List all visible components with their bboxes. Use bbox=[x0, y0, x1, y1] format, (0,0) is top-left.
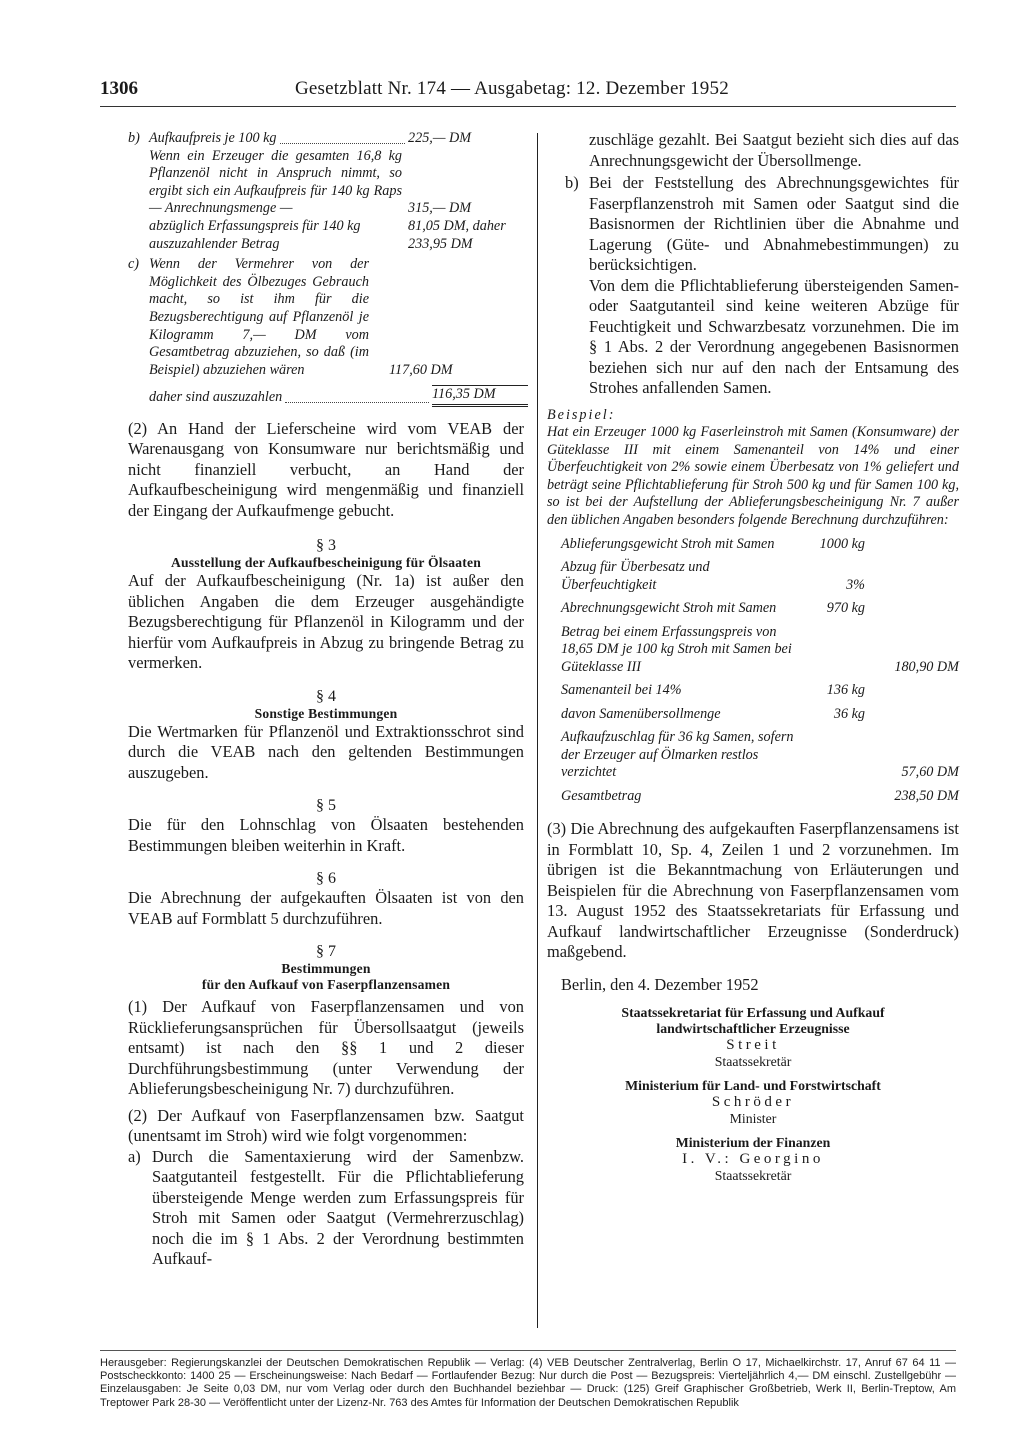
calc-amount: 36 kg bbox=[833, 705, 865, 722]
section-3-text: Auf der Aufkaufbescheinigung (Nr. 1a) ist außer den üblichen Angaben die dem Erzeuger ausgehändigte Bezugsberechtigung für Pflanzenöl in Kilogramm und der hierfür vom Aufkaufpreis in Abzug zu bringende Betrag zu vermerken. bbox=[128, 571, 524, 673]
section-7-para-2: (2) Der Aufkauf von Faserpflanzensamen bzw. Saatgut (unentsamt im Stroh) wird wie folgt vorgenommen: bbox=[128, 1105, 524, 1146]
signature-org: Ministerium für Land- und Forstwirtschaft bbox=[625, 1078, 881, 1094]
calc-sum: 180,90 DM bbox=[894, 658, 959, 675]
place-date: Berlin, den 4. Dezember 1952 bbox=[561, 974, 759, 994]
item-a-text: Durch die Samentaxierung wird der Samenbzw. Saatgutanteil festgestellt. Für die Pflichtablieferung übersteigende Menge werden zum Erfassungspreis für Stroh mit Samen oder Saatgut (Vermehrerzuschlag) noch die im § 1 Abs. 2 der Verordnung bestimmten Aufkauf- bbox=[152, 1146, 524, 1269]
section-7-number: § 7 bbox=[316, 943, 336, 961]
signature-name: Streit bbox=[726, 1037, 780, 1054]
column-divider bbox=[537, 133, 538, 1328]
calc-value: 225,— DM bbox=[408, 130, 472, 146]
calc-label: Betrag bei einem Erfassungspreis von 18,65 DM je 100 kg Stroh mit Samen bei Güteklasse III bbox=[561, 623, 792, 675]
item-b-marker: b) bbox=[128, 130, 140, 146]
example-heading: Beispiel: bbox=[547, 406, 616, 423]
calc-label: davon Samenübersollmenge bbox=[561, 705, 721, 722]
signature-role: Minister bbox=[729, 1111, 777, 1127]
signature-block-3 bbox=[547, 1135, 959, 1184]
calc-row bbox=[149, 218, 528, 236]
footer-rule bbox=[100, 1350, 956, 1351]
calc-value: 315,— DM bbox=[408, 200, 472, 217]
item-a-marker: a) bbox=[128, 1146, 141, 1166]
signature-block-2 bbox=[547, 1078, 959, 1127]
calc-row bbox=[561, 706, 959, 724]
section-4-number: § 4 bbox=[316, 687, 336, 705]
dot-leader bbox=[280, 143, 405, 144]
paragraph-2: (2) An Hand der Lieferscheine wird vom VEAB der Warenausgang von Konsumware nur berichtsmäßig und nicht finanziell verbucht, an Hand der Aufkaufbescheinigung wird mengenmäßig und finanziell der Eingang der Aufkaufmenge gebucht. bbox=[128, 418, 524, 520]
calc-row bbox=[149, 130, 528, 148]
section-6-number: § 6 bbox=[316, 870, 336, 888]
calc-sum: 238,50 DM bbox=[894, 787, 959, 804]
calc-row bbox=[149, 148, 528, 218]
calc-amount: 136 kg bbox=[826, 682, 865, 699]
signature-role: Staatssekretär bbox=[714, 1054, 792, 1070]
signature-org: Ministerium der Finanzen bbox=[675, 1135, 831, 1151]
item-b-text: Bei der Feststellung des Abrechnungsgewichtes für Faserpflanzenstroh mit Samen oder Saatgut sind die Basisnormen der Richtlinien über die Abnahme und Lagerung (Güte- und Abnahmebestimmungen) zu berücksichtigen. bbox=[589, 173, 959, 274]
calc-value: 233,95 DM bbox=[408, 235, 473, 252]
signature-block-1 bbox=[547, 1005, 959, 1070]
section-7-title: Bestimmungen bbox=[281, 961, 371, 977]
item-c-text: Wenn der Vermehrer von der Möglichkeit des Ölbezuges Gebrauch macht, so ist ihm für die Bezugsberechtigung auf Pflanzenöl je Kilogramm 7,— DM vom Gesamtbetrag abzuziehen, so daß (im Beispiel) abzuziehen wären bbox=[149, 256, 369, 378]
section-5-text: Die für den Lohnschlag von Ölsaaten bestehenden Bestimmungen bleiben weiterhin in Kraft. bbox=[128, 815, 524, 855]
paragraph-3: (3) Die Abrechnung des aufgekauften Faserpflanzensamens ist in Formblatt 10, Sp. 4, Zeilen 1 und 2 vorzunehmen. Im übrigen ist die Bekanntmachung von Erläuterungen und Beispielen für die Abrechnung von Faserpflanzensamen vom 13. August 1952 des Staatssekretariats für Erfassung und Aufkauf landwirtschaftlicher Erzeugnisse (Sonderdruck) maßgebend. bbox=[547, 819, 959, 962]
dot-leader bbox=[285, 402, 429, 403]
calc-label: Abzug für Überbesatz und Überfeuchtigkeit bbox=[561, 559, 710, 593]
calc-row bbox=[561, 600, 959, 618]
item-b-calculation bbox=[128, 130, 524, 253]
section-3-number: § 3 bbox=[316, 537, 336, 555]
section-4-title: Sonstige Bestimmungen bbox=[254, 705, 398, 721]
item-c-calculation bbox=[128, 256, 524, 407]
signature-org: Staatssekretariat für Erfassung und Aufkauf bbox=[621, 1005, 885, 1021]
page-number: 1306 bbox=[100, 78, 138, 99]
left-column bbox=[128, 130, 524, 1270]
section-4-text: Die Wertmarken für Pflanzenöl und Extraktionsschrot sind durch die VEAB nach den geltenden Bestimmungen auszugeben. bbox=[128, 721, 524, 782]
item-b-marker: b) bbox=[565, 173, 579, 192]
calc-row bbox=[561, 729, 959, 782]
right-column bbox=[547, 130, 959, 1184]
page-header bbox=[100, 78, 956, 104]
total-value: 116,35 DM bbox=[432, 385, 528, 407]
item-c-marker: c) bbox=[128, 256, 140, 273]
calc-label: auszuzahlender Betrag bbox=[149, 235, 280, 252]
signature-org: landwirtschaftlicher Erzeugnisse bbox=[656, 1021, 850, 1037]
calc-amount: 970 kg bbox=[826, 600, 865, 617]
calc-label: Samenanteil bei 14% bbox=[561, 682, 682, 699]
calc-label: Aufkaufzuschlag für 36 kg Samen, sofern der Erzeuger auf Ölmarken restlos verzichtet bbox=[561, 729, 794, 781]
signature-name: Schröder bbox=[711, 1094, 795, 1111]
calc-row bbox=[561, 624, 959, 677]
calc-label: Abrechnungsgewicht Stroh mit Samen bbox=[561, 600, 777, 617]
total-label: daher sind auszuzahlen bbox=[149, 389, 283, 406]
example-text: Hat ein Erzeuger 1000 kg Faserleinstroh mit Samen (Konsumware) der Güteklasse III mit einem Samenanteil von 14% und einer Überfeuchtigkeit von 2% sowie einem Überbesatz von 1% geliefert und beträgt seine Pflichtablieferung für Stroh 500 kg und für Samen 100 kg, so ist bei der Aufstellung der Ablieferungsbescheinigung Nr. 7 außer den üblichen Angaben besonders folgende Berechnung durchzuführen: bbox=[547, 424, 959, 529]
item-b bbox=[547, 173, 959, 276]
signature-role: Staatssekretär bbox=[714, 1168, 792, 1184]
calc-label: Wenn ein Erzeuger die gesamten 16,8 kg Pflanzenöl nicht in Anspruch nimmt, so ergibt sich ein Aufkaufpreis für 140 kg Raps — Anrechnungsmenge — bbox=[149, 147, 402, 217]
calc-row bbox=[561, 788, 959, 806]
calc-row bbox=[561, 559, 959, 594]
calc-label: abzüglich Erfassungspreis für 140 kg bbox=[149, 217, 361, 234]
calc-amount: 3% bbox=[846, 576, 865, 593]
example-calculation bbox=[547, 536, 959, 806]
section-5-number: § 5 bbox=[316, 797, 336, 815]
item-b-text-2: Von dem die Pflichtablieferung übersteigenden Samen- oder Saatgutanteil sind keine weiteren Abzüge für Feuchtigkeit und Schwarzbesatz vorzunehmen. Die im § 1 Abs. 2 der Verordnung angegebenen Basisnormen beziehen sich nur auf den nach der Entsamung des Strohes anfallenden Samen. bbox=[589, 275, 959, 397]
calc-sum: 57,60 DM bbox=[901, 764, 959, 781]
continuation-text: zuschläge gezahlt. Bei Saatgut bezieht sich dies auf das Anrechnungsgewicht der Übersollmenge. bbox=[589, 130, 959, 170]
calc-row bbox=[561, 682, 959, 700]
total-row bbox=[149, 385, 528, 407]
section-7-item-a bbox=[128, 1147, 524, 1270]
calc-label: Aufkaufpreis je 100 kg bbox=[149, 130, 277, 146]
header-rule bbox=[100, 106, 956, 107]
section-3-title: Ausstellung der Aufkaufbescheinigung für Ölsaaten bbox=[171, 555, 481, 571]
header-title: Gesetzblatt Nr. 174 — Ausgabetag: 12. Dezember 1952 bbox=[295, 78, 729, 99]
publisher-footer: Herausgeber: Regierungskanzlei der Deutschen Demokratischen Republik — Verlag: (4) VEB Deutscher Zentralverlag, Berlin O 17, Michaelkirchstr. 17, Anruf 67 64 11 — Postscheckkonto: 1400 25 — Erscheinungsweise: Nach Bedarf — Fortlaufender Bezug: Nur durch die Post — Bezugspreis: Vierteljährlich 4,— DM einschl. Zustellgebühr — Einzelausgaben: Je Seite 0,03 DM, nur vom Verlag oder durch den Buchhandel beziehbar — Druck: (125) Greif Graphischer Großbetrieb, Werk II, Berlin-Treptow, Am Treptower Park 28-30 — Veröffentlicht unter der Lizenz-Nr. 763 des Amtes für Information der Deutschen Demokratischen Republik bbox=[100, 1357, 956, 1409]
calc-value: 81,05 DM, daher bbox=[408, 217, 506, 234]
calc-label: Ablieferungsgewicht Stroh mit Samen bbox=[561, 535, 775, 552]
calc-row bbox=[561, 536, 959, 554]
calc-label: Gesamtbetrag bbox=[561, 787, 642, 804]
item-c-value: 117,60 DM bbox=[389, 361, 453, 378]
section-7-para-1: (1) Der Aufkauf von Faserpflanzensamen und von Rücklieferungsansprüchen für Übersollsaatgut (jeweils entsamt) ist nach den §§ 1 und 2 dieser Durchführungsbestimmung (unter Verwendung der Ablieferungsbescheinigung Nr. 7) durchzuführen. bbox=[128, 997, 524, 1099]
section-7-subtitle: für den Aufkauf von Faserpflanzensamen bbox=[201, 977, 451, 993]
signature-name: I. V.: Georgino bbox=[682, 1151, 824, 1168]
calc-row bbox=[149, 236, 528, 254]
calc-amount: 1000 kg bbox=[819, 535, 865, 552]
section-6-text: Die Abrechnung der aufgekauften Ölsaaten ist von den VEAB auf Formblatt 5 durchzuführen. bbox=[128, 888, 524, 928]
